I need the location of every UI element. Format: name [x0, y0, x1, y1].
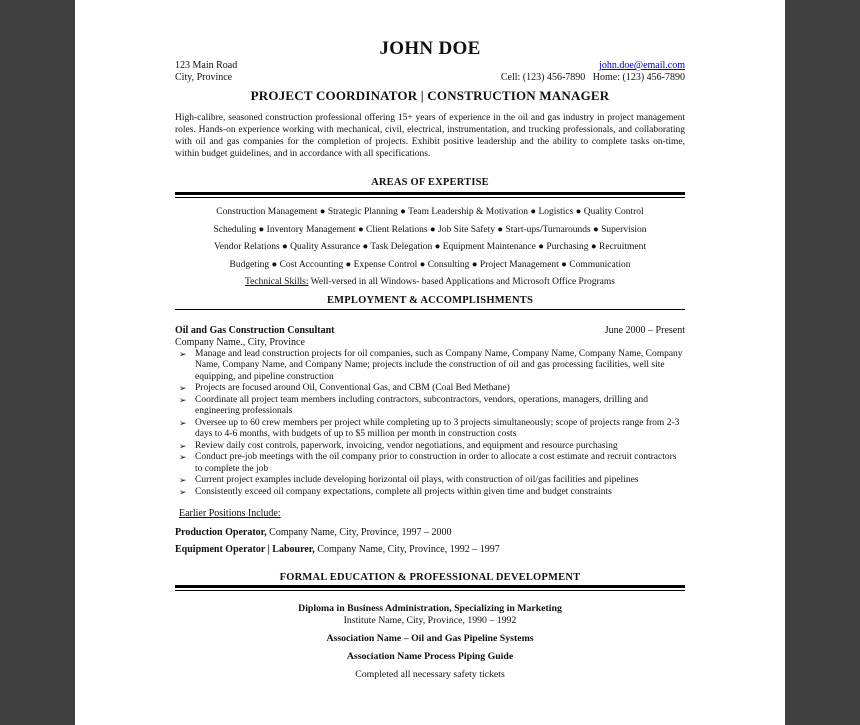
- expertise-section: [175, 177, 685, 292]
- education-list: [175, 603, 685, 681]
- list-item: ➢ Conduct pre-job meetings with the oil company prior to construction in order to allocate a cost estimate and recruit contractors to complete the job: [179, 452, 677, 474]
- address: [175, 60, 237, 83]
- expertise-rule: [175, 192, 685, 198]
- list-item: ➢ Current project examples include developing horizontal oil plays, with construction of oil/gas facilities and pipelines: [179, 475, 639, 485]
- list-item: ➢ Review daily cost controls, paperwork, invoicing, vendor negotiations, and equipment and resource purchasing: [179, 440, 618, 451]
- address-line-2: City, Province: [175, 71, 233, 83]
- association-2: Association Name Process Piping Guide: [346, 651, 514, 662]
- arrow-bullet-icon: ➢: [179, 452, 187, 462]
- employment-section: [175, 295, 685, 557]
- job-title: Oil and Gas Construction Consultant: [175, 325, 335, 336]
- earlier-positions: [175, 526, 685, 557]
- arrow-bullet-icon: ➢: [179, 486, 187, 497]
- resume-page: [75, 0, 785, 725]
- expertise-line: Vendor Relations ● Quality Assurance ● Task Delegation ● Equipment Maintenance ● Purchasing ● Recruitment: [213, 242, 647, 252]
- phone-numbers: Cell: (123) 456-7890 Home: (123) 456-7890: [500, 71, 685, 83]
- association-1: Association Name – Oil and Gas Pipeline Systems: [326, 633, 534, 644]
- earlier-position: Equipment Operator | Labourer, Company Name, City, Province, 1992 – 1997: [175, 543, 500, 555]
- education-section: [175, 572, 685, 682]
- arrow-bullet-icon: ➢: [179, 383, 187, 393]
- resume-content: [175, 38, 685, 681]
- job-dates: June 2000 – Present: [604, 325, 685, 336]
- education-heading: FORMAL EDUCATION & PROFESSIONAL DEVELOPMENT: [279, 571, 581, 583]
- company-line: Company Name., City, Province: [175, 337, 305, 348]
- arrow-bullet-icon: ➢: [179, 475, 187, 485]
- employment-heading: EMPLOYMENT & ACCOMPLISHMENTS: [326, 294, 534, 306]
- arrow-bullet-icon: ➢: [179, 348, 187, 359]
- list-item: ➢ Oversee up to 60 crew members per project while completing up to 3 projects simultaneously; scope of projects range from 2-3 days to 4-6 months, with budgets of up to $5 million per month in construction costs: [179, 417, 680, 439]
- technical-skills: [175, 274, 685, 292]
- email-link[interactable]: john.doe@email.com: [599, 60, 685, 71]
- technical-skills-label: Technical Skills:: [245, 277, 309, 287]
- expertise-line: Construction Management ● Strategic Planning ● Team Leadership & Motivation ● Logistics ● Quality Control: [216, 207, 644, 217]
- arrow-bullet-icon: ➢: [179, 440, 187, 451]
- address-line-1: 123 Main Road: [175, 60, 238, 71]
- expertise-line: Budgeting ● Cost Accounting ● Expense Control ● Consulting ● Project Management ● Communication: [229, 259, 631, 270]
- education-rule: [175, 585, 685, 591]
- expertise-list: [175, 204, 685, 292]
- contact-block: [175, 60, 685, 84]
- arrow-bullet-icon: ➢: [179, 394, 187, 405]
- list-item: ➢ Consistently exceed oil company expectations, complete all projects within given time and budget constraints: [179, 486, 612, 497]
- technical-skills-text: Well-versed in all Windows- based Applications and Microsoft Office Programs: [308, 277, 615, 287]
- earlier-positions-label: Earlier Positions Include:: [179, 508, 281, 519]
- job-header: [175, 325, 685, 337]
- earlier-position: Production Operator, Company Name, City, Province, 1997 – 2000: [175, 526, 452, 538]
- role-title: PROJECT COORDINATOR | CONSTRUCTION MANAGER: [250, 88, 610, 103]
- candidate-name: JOHN DOE: [379, 38, 481, 59]
- list-item: ➢ Projects are focused around Oil, Conventional Gas, and CBM (Coal Bed Methane): [179, 383, 510, 393]
- accomplishments-list: [175, 349, 685, 499]
- expertise-heading: AREAS OF EXPERTISE: [371, 176, 489, 188]
- safety-tickets: Completed all necessary safety tickets: [355, 669, 505, 680]
- arrow-bullet-icon: ➢: [179, 417, 187, 428]
- list-item: ➢ Manage and lead construction projects for oil companies, such as Company Name, Company Name, Company Name, Company Name, Company Name, and Company Name; projects include the construction of oil and gas processing facilities, well site equipping, and pipeline construction: [179, 348, 683, 382]
- list-item: ➢ Coordinate all project team members including contractors, subcontractors, vendors, operations, managers, drilling and engineering professionals: [179, 394, 648, 416]
- diploma: Diploma in Business Administration, Specializing in Marketing: [298, 603, 562, 614]
- summary-paragraph: High-calibre, seasoned construction professional offering 15+ years of experience in the oil and gas industry in project management roles. Hands-on experience working with mechanical, civil, electrical, instrumentation, and trucking professionals, and collaborating with oil and gas companies for the completion of projects. Exhibit positive leadership and the ability to complete tasks on-time, within budget guidelines, and in accordance with all specifications.: [175, 112, 685, 159]
- employment-rule: [175, 309, 685, 310]
- institute: Institute Name, City, Province, 1990 – 1992: [343, 615, 517, 626]
- contact-right: [501, 60, 685, 83]
- expertise-line: Scheduling ● Inventory Management ● Client Relations ● Job Site Safety ● Start-ups/Turnarounds ● Supervision: [213, 224, 647, 235]
